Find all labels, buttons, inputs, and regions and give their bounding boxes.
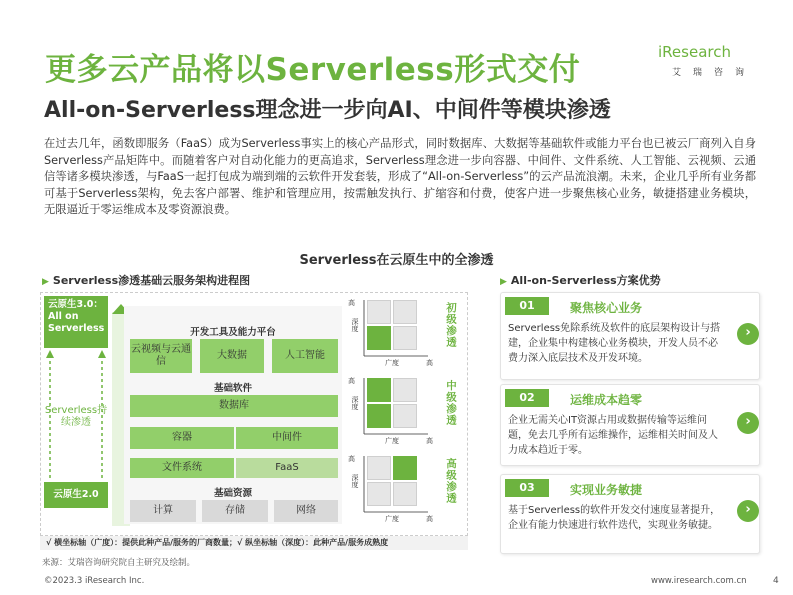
stage-top-badge: 云原生3.0：All on Serverless	[44, 296, 108, 348]
iresearch-logo	[658, 43, 757, 83]
matrix-cell	[393, 300, 417, 324]
right-heading	[500, 272, 661, 288]
matrix-cell	[393, 326, 417, 350]
axis-depth: 深度	[351, 318, 359, 332]
section-title: Serverless在云原生中的全渗透	[299, 253, 494, 268]
footer-copyright: ©2023.3 iResearch Inc.	[44, 576, 145, 586]
card-title: 运维成本趋零	[570, 393, 643, 407]
resource-title: 基础资源	[213, 488, 252, 499]
architecture-diagram	[40, 292, 470, 550]
card-text: 基于Serverless的软件开发交付速度显著提升，企业有能力快速进行软件迭代，实现业务敏捷。	[508, 505, 721, 531]
stage-bottom-badge: 云原生2.0	[44, 482, 108, 508]
chevron-right-icon: ›	[737, 323, 759, 345]
axis-breadth: 广度	[385, 437, 399, 445]
page-title: 更多云产品将以Serverless形式交付	[45, 52, 581, 88]
left-heading-label: Serverless渗透基础云服务架构进程图	[52, 274, 251, 287]
card-number: 03	[505, 479, 549, 497]
left-heading	[42, 272, 250, 288]
card-number: 02	[505, 389, 549, 407]
axis-high-x: 高	[426, 359, 433, 367]
software-title: 基础软件	[213, 383, 252, 394]
axis-depth: 深度	[351, 396, 359, 410]
axis-high-x: 高	[426, 515, 433, 523]
level-beginner: 初级渗透	[445, 302, 457, 348]
matrix-cell	[393, 482, 417, 506]
arrow-label: Serverless持续渗透	[44, 405, 108, 428]
layer-box-filesystem: 文件系统	[130, 458, 234, 478]
level-advanced: 高级渗透	[445, 458, 457, 504]
layer-box-bigdata: 大数据	[200, 339, 264, 373]
axis-high-x: 高	[426, 437, 433, 445]
intro-paragraph: 在过去几年，函数即服务（FaaS）成为Serverless事实上的核心产品形式，同时数据库、大数据等基础软件或能力平台也已被云厂商列入自身Serverless产品矩阵中。而随着客户对自动化能力的更高追求，Serverless理念进一步向容器、中间件、文件系统、人工智能、云视频、云通信等诸多模块渗透，与FaaS一起打包成为端到端的云软件开发套装，形成了“All-on-Serverless”的云产品流浪潮。未来，企业几乎所有业务都可基于Serverless架构，免去客户部署、维护和管理应用，按需触发执行、扩缩容和付费，使客户进一步聚焦核心业务，敏捷搭建业务模块，无限逼近于零运维成本及零资源浪费。	[44, 137, 756, 217]
matrix-cell	[367, 300, 391, 324]
layer-box-middleware: 中间件	[236, 427, 338, 449]
layer-box-database: 数据库	[130, 395, 338, 417]
right-heading-label: All-on-Serverless方案优势	[510, 274, 661, 287]
chevron-right-icon: ›	[737, 500, 759, 522]
source-note: 来源：艾瑞咨询研究院自主研究及绘制。	[42, 558, 196, 568]
page-number: 4	[773, 576, 779, 586]
matrix-cell	[367, 456, 391, 480]
matrix-cell-active	[367, 326, 391, 350]
logo-brand: iResearch	[658, 43, 731, 61]
matrix-cell-active	[393, 456, 417, 480]
layer-box-ai: 人工智能	[272, 339, 338, 373]
card-number: 01	[505, 297, 549, 315]
layer-box-video: 云视频与云通信	[130, 339, 192, 373]
layer-box-faas: FaaS	[236, 458, 338, 478]
triangle-icon: ▶	[42, 277, 49, 287]
layer-box-container: 容器	[130, 427, 234, 449]
platform-title: 开发工具及能力平台	[190, 327, 276, 338]
level-intermediate: 中级渗透	[445, 380, 457, 426]
layer-box-compute: 计算	[130, 500, 196, 522]
card-title: 实现业务敏捷	[570, 483, 643, 497]
layer-box-network: 网络	[274, 500, 338, 522]
matrix-cell-active	[367, 378, 391, 402]
axis-breadth: 广度	[385, 359, 399, 367]
logo-cn: 艾瑞咨询	[672, 68, 757, 78]
triangle-icon: ▶	[500, 277, 507, 287]
card-text: Serverless免除系统及软件的底层架构设计与搭建，企业集中构建核心业务模块，开发人员不必费力深入底层技术及开发环境。	[508, 323, 721, 364]
matrix-cell	[393, 378, 417, 402]
axis-high-y: 高	[348, 455, 355, 463]
axis-legend: √ 横坐标轴（广度）：提供此种产品/服务的厂商数量；√ 纵坐标轴（深度）：此种产品/服务成熟度	[40, 536, 468, 550]
page-subtitle: All-on-Serverless理念进一步向AI、中间件等模块渗透	[44, 98, 611, 123]
layer-box-storage: 存储	[202, 500, 268, 522]
card-title: 聚焦核心业务	[570, 301, 643, 315]
matrix-cell	[367, 482, 391, 506]
chevron-right-icon: ›	[737, 412, 759, 434]
matrix-cell-active	[367, 404, 391, 428]
axis-depth: 深度	[351, 474, 359, 488]
axis-high-y: 高	[348, 377, 355, 385]
card-text: 企业无需关心IT资源占用或数据传输等运维问题，免去几乎所有运维操作，运维相关时间及人力成本趋近于零。	[508, 415, 718, 456]
matrix-cell	[393, 404, 417, 428]
axis-breadth: 广度	[385, 515, 399, 523]
footer-url[interactable]: www.iresearch.com.cn	[651, 576, 747, 586]
axis-high-y: 高	[348, 299, 355, 307]
